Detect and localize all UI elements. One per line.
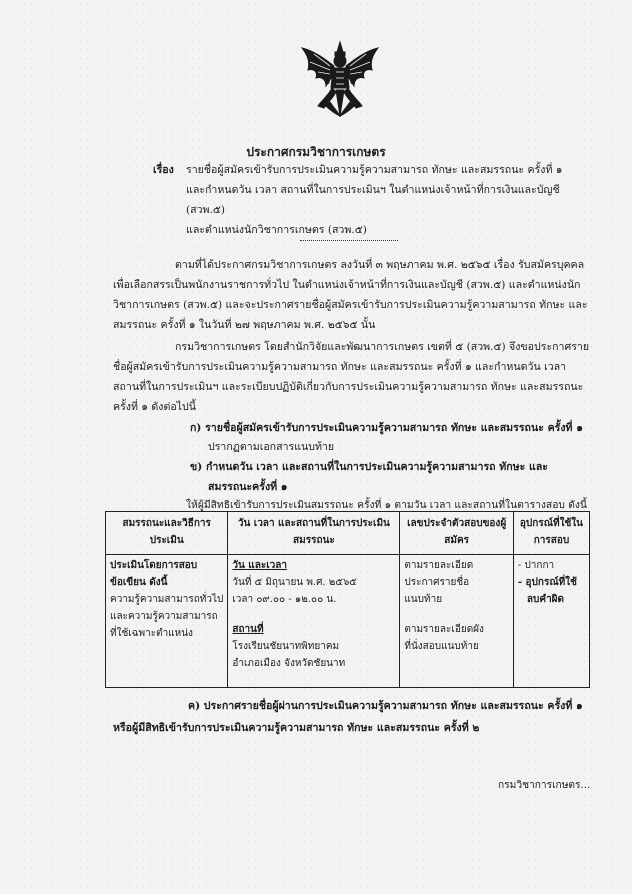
datetime-label: วัน และเวลา xyxy=(232,560,288,571)
table-header-row xyxy=(106,512,590,555)
method-subtitle: ข้อเขียน ดังนี้ xyxy=(110,577,168,588)
method-line: ความรู้ความสามารถทั่วไป xyxy=(110,594,224,605)
id-line: ตามรายละเอียดผัง xyxy=(404,624,484,635)
table-intro: ให้ผู้มีสิทธิเข้ารับการประเมินสมรรถนะ ครั้งที่ ๑ ตามวัน เวลา และสถานที่ในตารางสอบ ดังนี้ xyxy=(186,499,587,511)
item-a-heading: ก) รายชื่อผู้สมัครเข้ารับการประเมินความรู้ความสามารถ ทักษะ และสมรรถนะ ครั้งที่ ๑ xyxy=(190,422,583,434)
subject-label: เรื่อง xyxy=(153,164,174,176)
cell-equipment xyxy=(513,555,589,688)
id-line: ประกาศรายชื่อ xyxy=(404,577,470,588)
method-title: ประเมินโดยการสอบ xyxy=(110,560,198,571)
column-header: อุปกรณ์ที่ใช้ในการสอบ xyxy=(513,512,589,555)
column-header: สมรรถนะและวิธีการประเมิน xyxy=(106,512,228,555)
subject-line: และกำหนดวัน เวลา สถานที่ในการประเมินฯ ในตำแหน่งเจ้าหน้าที่การเงินและบัญชี (สวพ.๕) xyxy=(186,184,560,216)
exam-schedule-table xyxy=(105,511,590,688)
announcement-title: ประกาศกรมวิชาการเกษตร xyxy=(246,145,386,159)
exam-time: เวลา ๐๙.๐๐ - ๑๒.๐๐ น. xyxy=(232,594,337,605)
item-a-detail: ปรากฏตามเอกสารแนบท้าย xyxy=(208,441,335,453)
id-line: แนบท้าย xyxy=(404,594,443,605)
cell-datetime-place xyxy=(228,555,400,688)
item-b-heading: ข) กำหนดวัน เวลา และสถานที่ในการประเมินความรู้ความสามารถ ทักษะ และ xyxy=(190,461,548,473)
dotted-divider xyxy=(300,240,398,241)
garuda-emblem-icon xyxy=(300,40,380,118)
exam-date: วันที่ ๕ มิถุนายน พ.ศ. ๒๕๖๕ xyxy=(232,577,357,588)
paragraph-background: ตามที่ได้ประกาศกรมวิชาการเกษตร ลงวันที่ ๓ พฤษภาคม พ.ศ. ๒๕๖๕ เรื่อง รับสมัครบุคคลเพื่อเลือกสรรเป็นพนักงานราชการทั่วไป ในตำแหน่งเจ้าหน้าที่การเงินและบัญชี (สวพ.๕) และตำแหน่งนักวิชาการเกษตร (สวพ.๕) และจะประกาศรายชื่อผู้สมัครเข้ารับการประเมินความรู้ความสามารถ ทักษะ และสมรรถนะ ครั้งที่ ๑ ในวันที่ ๒๗ พฤษภาคม พ.ศ. ๒๕๖๕ นั้น xyxy=(113,259,588,331)
subject-line: และตำแหน่งนักวิชาการเกษตร (สวพ.๕) xyxy=(186,224,367,236)
place-label: สถานที่ xyxy=(232,624,264,635)
id-line: ที่นั่งสอบแนบท้าย xyxy=(404,641,479,652)
column-header: เลขประจำตัวสอบของผู้สมัคร xyxy=(400,512,514,555)
column-header: วัน เวลา และสถานที่ในการประเมินสมรรถนะ xyxy=(228,512,400,555)
announcement-subject xyxy=(153,160,593,240)
equipment-item: ลบคำผิด xyxy=(526,594,565,605)
id-line: ตามรายละเอียด xyxy=(404,560,474,571)
cell-method xyxy=(106,555,228,688)
paragraph-announcement: กรมวิชาการเกษตร โดยสำนักวิจัยและพัฒนาการเกษตร เขตที่ ๕ (สวพ.๕) จึงขอประกาศรายชื่อผู้สมัครเข้ารับการประเมินความรู้ความสามารถ ทักษะ และสมรรถนะ ครั้งที่ ๑ และกำหนดวัน เวลา สถานที่ในการประเมินฯ และระเบียบปฏิบัติเกี่ยวกับการประเมินความรู้ความสามารถ ทักษะ และสมรรถนะ ครั้งที่ ๑ ดังต่อไปนี้ xyxy=(113,341,590,413)
place-line: อำเภอเมือง จังหวัดชัยนาท xyxy=(232,658,346,669)
place-line: โรงเรียนชัยนาทพิทยาคม xyxy=(232,641,340,652)
table-row xyxy=(106,555,590,688)
subject-line: รายชื่อผู้สมัครเข้ารับการประเมินความรู้ความสามารถ ทักษะ และสมรรถนะ ครั้งที่ ๑ xyxy=(186,164,563,176)
cell-exam-id xyxy=(400,555,514,688)
method-line: และความรู้ความสามารถ xyxy=(110,611,218,622)
item-b-heading-cont: สมรรถนะครั้งที่ ๑ xyxy=(208,481,288,493)
equipment-item: - ปากกา xyxy=(517,560,555,571)
method-line: ที่ใช้เฉพาะตำแหน่ง xyxy=(110,628,193,639)
continued-on-next-page: กรมวิชาการเกษตร... xyxy=(498,780,591,791)
equipment-item: - อุปกรณ์ที่ใช้ xyxy=(517,577,577,588)
item-c-paragraph: ค) ประกาศรายชื่อผู้ผ่านการประเมินความรู้ความสามารถ ทักษะ และสมรรถนะ ครั้งที่ ๑ หรือผู้มีสิทธิเข้ารับการประเมินความรู้ความสามารถ ทักษะ และสมรรถนะ ครั้งที่ ๒ xyxy=(113,700,583,734)
